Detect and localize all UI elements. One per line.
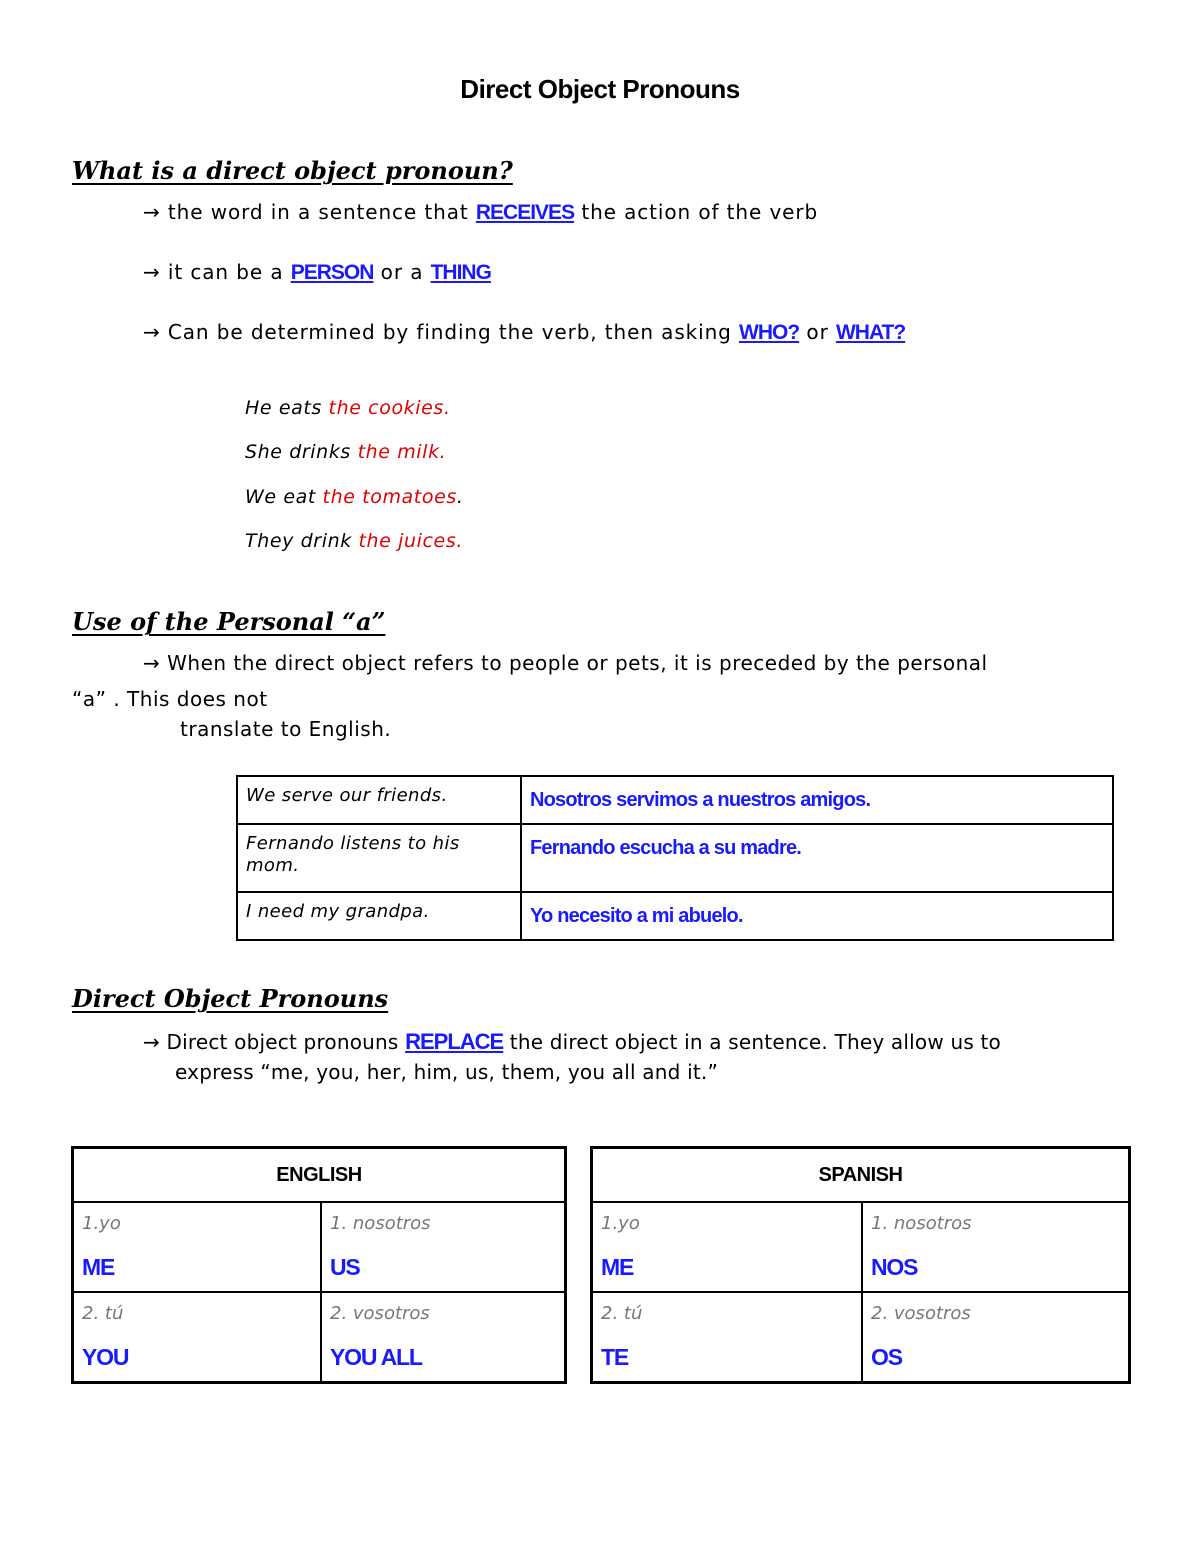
pronoun-cell [592,1292,863,1383]
example-object: the cookies [328,397,444,419]
pronoun-object: ME [601,1254,634,1280]
pronoun-object: US [330,1254,360,1280]
pronoun-cell [73,1292,322,1383]
example-object: the tomatoes [322,486,457,508]
example-subject: He eats [245,397,329,419]
english-sentence: Fernando listens to his mom. [237,824,521,892]
pronoun-subject: 2. tú [601,1303,643,1324]
table-row [237,892,1113,940]
example-end: . [439,441,447,463]
replace-text: the direct object in a sentence. They allow us to [503,1030,1001,1054]
example-end: . [456,530,463,552]
bullet-text: → the word in a sentence that [143,200,476,224]
example-subject: We eat [245,486,323,508]
pronoun-subject: 1. nosotros [871,1213,972,1234]
pronoun-subject: 2. vosotros [871,1303,971,1324]
table-row [237,824,1113,892]
example-subject: They drink [245,530,359,552]
bullet-receives [143,200,818,225]
keyword-who: WHO? [739,321,800,344]
pronoun-cell [73,1202,322,1292]
replace-text: → Direct object pronouns [143,1030,406,1054]
keyword-thing: THING [430,261,491,284]
replace-line-2: express “me, you, her, him, us, them, you all and it.” [175,1060,719,1084]
english-sentence: I need my grandpa. [237,892,521,940]
english-sentence: We serve our friends. [237,776,521,824]
bullet-person-thing [143,260,491,285]
bullet-text: or [799,320,836,344]
pronoun-cell [862,1202,1130,1292]
pronoun-object: YOU [82,1344,129,1370]
spanish-sentence: Fernando escucha a su madre. [521,824,1113,892]
english-pronoun-table [71,1146,567,1384]
pronoun-subject: 1.yo [601,1213,640,1234]
example-sentence [245,441,446,463]
pronoun-object: OS [871,1344,902,1370]
example-sentence [245,397,451,419]
page-title: Direct Object Pronouns [460,74,740,104]
table-header: SPANISH [592,1148,1130,1203]
personal-a-line-3: translate to English. [180,717,392,741]
example-subject: She drinks [245,441,358,463]
personal-a-line-1: → When the direct object refers to people or pets, it is preceded by the personal [143,651,988,675]
pronoun-object: NOS [871,1254,918,1280]
bullet-text: → it can be a [143,260,291,284]
table-row [237,776,1113,824]
pronoun-object: ME [82,1254,115,1280]
example-sentence [245,530,463,552]
keyword-what: WHAT? [835,321,906,344]
example-sentence [245,486,464,508]
keyword-person: PERSON [290,261,374,284]
section-heading-what-is: What is a direct object pronoun? [72,156,513,185]
bullet-text: or a [373,260,431,284]
personal-a-table [236,775,1114,941]
keyword-receives: RECEIVES [475,201,575,224]
bullet-text: the action of the verb [574,200,819,224]
example-object: the juices [358,530,457,552]
pronoun-subject: 2. tú [82,1303,124,1324]
pronoun-subject: 1. nosotros [330,1213,431,1234]
example-end: . [456,486,464,508]
pronoun-object: YOU ALL [330,1344,422,1370]
bullet-text: → Can be determined by finding the verb, then asking [143,320,740,344]
example-object: the milk [357,441,440,463]
replace-line-1 [143,1029,1001,1055]
pronoun-subject: 2. vosotros [330,1303,430,1324]
pronoun-subject: 1.yo [82,1213,121,1234]
personal-a-line-2: “a” . This does not [72,687,268,711]
spanish-sentence: Nosotros servimos a nuestros amigos. [521,776,1113,824]
pronoun-cell [862,1292,1130,1383]
bullet-who-what [143,320,905,345]
example-end: . [443,397,451,419]
section-heading-personal-a: Use of the Personal “a” [72,607,386,636]
pronoun-cell [592,1202,863,1292]
pronoun-cell [321,1202,566,1292]
pronoun-cell [321,1292,566,1383]
section-heading-direct-object-pronouns: Direct Object Pronouns [72,984,389,1013]
pronoun-object: TE [601,1344,628,1370]
table-header: ENGLISH [73,1148,566,1203]
keyword-replace: REPLACE [405,1029,504,1054]
spanish-sentence: Yo necesito a mi abuelo. [521,892,1113,940]
spanish-pronoun-table [590,1146,1131,1384]
